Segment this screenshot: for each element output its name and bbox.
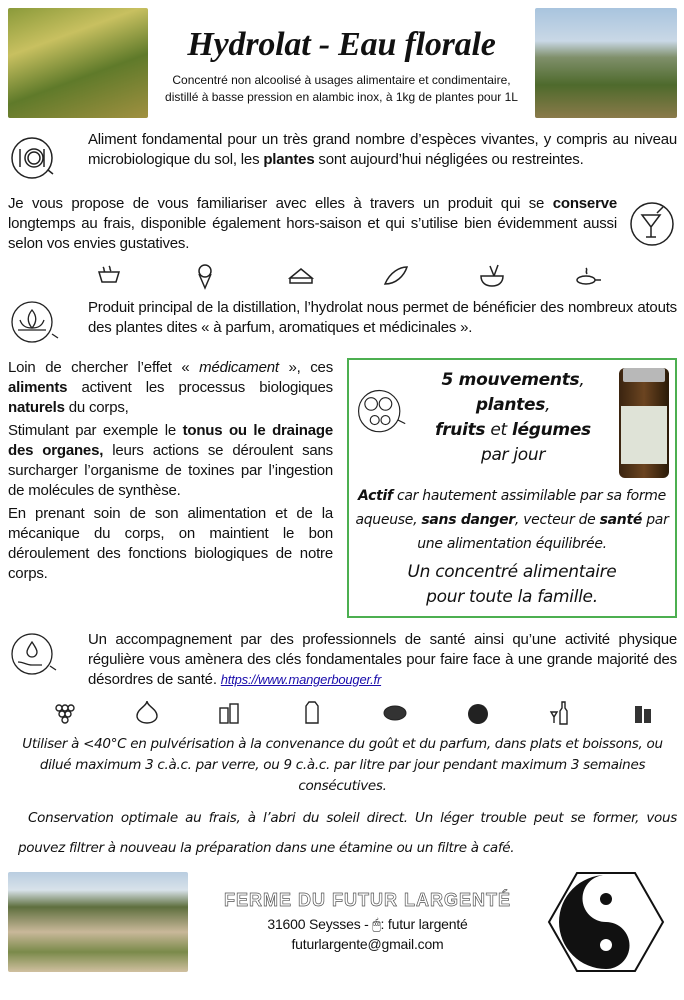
conserve-text: Je vous propose de vous familiariser avec elles à travers un produit qui se conserve longtemps au frais, disponible également hors-saison et qui s’utilise bien évidemment aussi selon vos envies gustatives. — [8, 195, 617, 252]
garden-photo — [8, 8, 148, 118]
highlight-box — [347, 358, 677, 618]
pan-icon — [574, 262, 602, 290]
bowl-icon — [478, 262, 506, 290]
family-icon — [355, 386, 407, 438]
five-a-day-line1: 5 mouvements, plantes, — [441, 370, 585, 415]
farm-photo — [8, 872, 188, 972]
usage-note: Utiliser à <40°C en pulvérisation à la convenance du goût et du parfum, dans plats et boissons, ou dilué maximum 3 c.à.c. par verre, ou 9 c.à.c. par litre par jour pendant maximum 3 semaines consécutives. — [22, 736, 663, 794]
ingredient-icons-row — [8, 698, 677, 726]
subtitle: Concentré non alcoolisé à usages alimentaire et condimentaire, — [172, 73, 511, 87]
benefits-text: Loin de chercher l’effet « médicament », ces aliments activent les processus biologiques naturels du corps, Stimulant par exemple le tonus ou le drainage des organes, leurs actions se déroulent sans surcharger l’organisme de toxines par l’ingestion de molécules de synthèse. En prenant soin de son alimentation et de la mécanique du corps, on maintient le bon déroulement des fonctions biologiques de notre corps. — [8, 359, 334, 582]
page-title: Hydrolat - Eau florale — [187, 26, 496, 63]
farm-logo — [547, 871, 665, 973]
wine-icon — [546, 698, 574, 726]
header — [8, 8, 677, 118]
intro-text: Aliment fondamental pour un très grand nombre d’espèces vivantes, y compris au niveau microbiologique du sol, les plantes sont aujourd’hui négligées ou restreintes. — [88, 131, 677, 168]
pastry-icon — [382, 262, 410, 290]
ice-cream-icon — [191, 262, 219, 290]
health-text: Un accompagnement par des professionnels de santé ainsi qu’une activité physique régulière vous amènera des clés fondamentales pour faire face à une grande majorité des désordres de santé. https://www.mangerbouger.fr — [88, 631, 677, 688]
landscape-photo — [535, 8, 677, 118]
spices-icon — [629, 698, 657, 726]
five-a-day-line2: fruits et légumes — [435, 420, 591, 440]
steak-icon — [381, 698, 409, 726]
lotus-icon — [8, 298, 60, 346]
storage-note: Conservation optimale au frais, à l’abri du soleil direct. Un léger trouble peut se former, vous pouvez filtrer à nouveau la préparation dans une étamine ou un filtre à café. — [18, 810, 677, 856]
cocktail-icon — [627, 199, 677, 249]
plate-icon — [8, 134, 56, 182]
bottles-icon — [215, 698, 243, 726]
family-slogan: pour toute la famille. — [426, 587, 598, 607]
sandwich-icon — [287, 262, 315, 290]
grapes-icon — [50, 698, 78, 726]
soup-icon — [95, 262, 123, 290]
distillation-text: Produit principal de la distillation, l’hydrolat nous permet de bénéficier des nombreux atouts des plantes dites « à parfum, aromatiques et médicinales ». — [88, 299, 677, 336]
milk-icon — [298, 698, 326, 726]
five-a-day-line3: par jour — [480, 445, 546, 465]
mouse-icon: 🖱 — [372, 916, 381, 932]
email: futurlargente@gmail.com — [291, 936, 444, 952]
mangerbouger-link[interactable]: https://www.mangerbouger.fr — [220, 672, 382, 687]
address: 31600 Seysses - 🖱: futur largenté — [267, 916, 468, 932]
family-slogan: Un concentré alimentaire — [407, 562, 617, 582]
food-icons-row — [8, 262, 677, 290]
product-bottle — [619, 368, 669, 478]
tomato-icon — [464, 698, 492, 726]
farm-name: FERME DU FUTUR LARGENTÉ — [224, 890, 511, 910]
subtitle: distillé à basse pression en alambic inox, à 1kg de plantes pour 1L — [165, 90, 518, 104]
active-text: Actif car hautement assimilable par sa forme aqueuse, sans danger, vecteur de santé par une alimentation équilibrée. — [355, 488, 669, 552]
hand-drop-icon — [8, 630, 58, 680]
garlic-icon — [133, 698, 161, 726]
